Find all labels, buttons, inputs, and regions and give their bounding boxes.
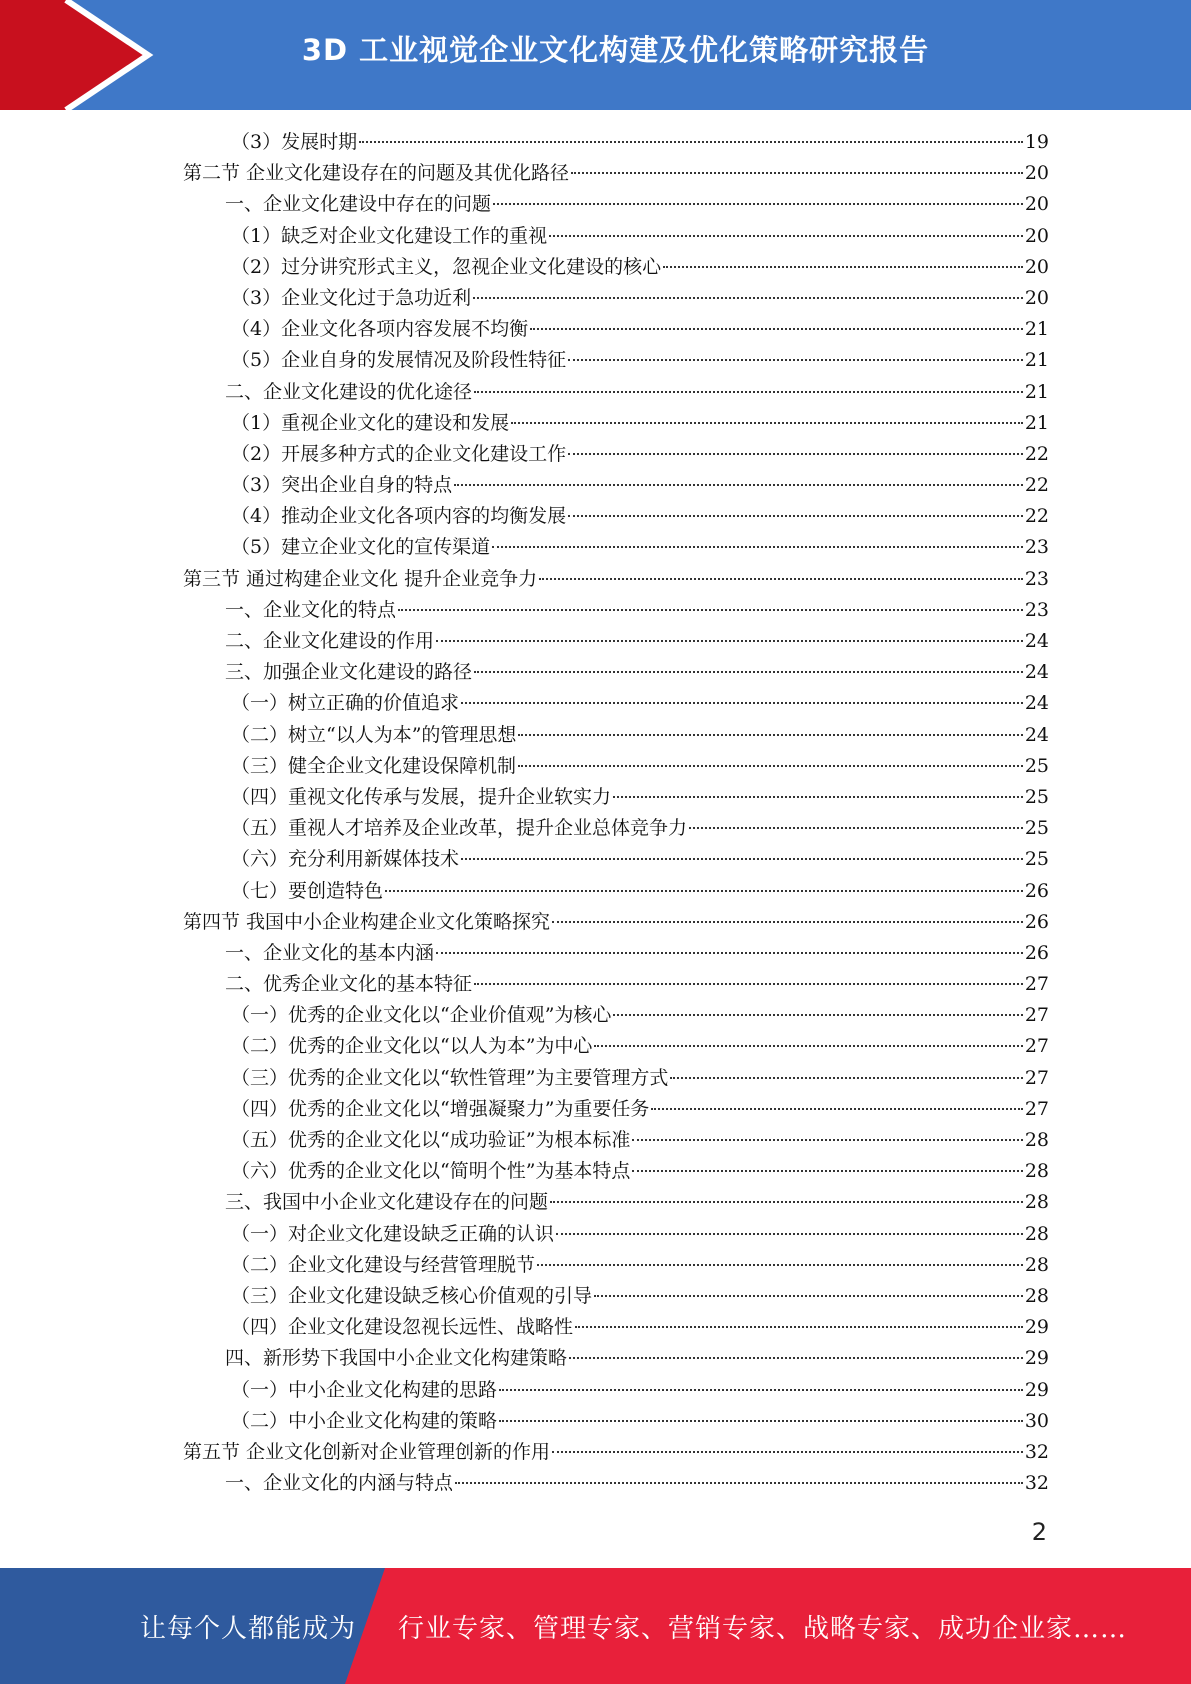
toc-dot-leader bbox=[568, 515, 1023, 517]
toc-entry-title: （2）开展多种方式的企业文化建设工作 bbox=[231, 442, 567, 465]
toc-entry[interactable] bbox=[183, 1094, 1049, 1125]
toc-entry-page: 20 bbox=[1024, 224, 1049, 247]
toc-entry-title: 二、优秀企业文化的基本特征 bbox=[225, 973, 473, 996]
toc-entry-page: 23 bbox=[1024, 598, 1049, 621]
toc-dot-leader bbox=[689, 827, 1023, 829]
toc-entry-title: （六）优秀的企业文化以“简明个性”为基本特点 bbox=[231, 1160, 631, 1183]
toc-entry-title: （3）发展时期 bbox=[231, 131, 358, 153]
toc-entry-page: 28 bbox=[1024, 1284, 1049, 1307]
toc-dot-leader bbox=[539, 578, 1023, 580]
toc-entry-page: 27 bbox=[1024, 973, 1049, 996]
toc-dot-leader bbox=[493, 203, 1023, 205]
toc-entry-title: （2）过分讲究形式主义，忽视企业文化建设的核心 bbox=[231, 255, 662, 278]
toc-dot-leader bbox=[556, 1233, 1023, 1235]
toc-dot-leader bbox=[568, 453, 1023, 455]
toc-entry-title: （四）优秀的企业文化以“增强凝聚力”为重要任务 bbox=[231, 1097, 650, 1120]
toc-entry-title: （五）重视人才培养及企业改革，提升企业总体竞争力 bbox=[231, 817, 688, 840]
document-title: 3D 工业视觉企业文化构建及优化策略研究报告 bbox=[301, 33, 930, 67]
toc-entry-title: （4）企业文化各项内容发展不均衡 bbox=[231, 318, 529, 341]
toc-entry[interactable] bbox=[183, 907, 1049, 938]
toc-entry-page: 23 bbox=[1024, 536, 1049, 559]
toc-entry[interactable] bbox=[183, 127, 1049, 158]
toc-dot-leader bbox=[651, 1108, 1022, 1110]
toc-entry-page: 20 bbox=[1024, 193, 1049, 216]
toc-entry-page: 25 bbox=[1024, 817, 1049, 840]
toc-entry-page: 22 bbox=[1024, 474, 1049, 497]
toc-entry-page: 29 bbox=[1024, 1316, 1049, 1339]
toc-entry-title: （三）健全企业文化建设保障机制 bbox=[231, 754, 517, 777]
toc-entry[interactable] bbox=[183, 688, 1049, 719]
toc-entry[interactable] bbox=[183, 1031, 1049, 1062]
toc-entry-title: 三、我国中小企业文化建设存在的问题 bbox=[225, 1191, 549, 1214]
toc-entry-title: （二）企业文化建设与经营管理脱节 bbox=[231, 1253, 536, 1276]
toc-entry-title: （5）企业自身的发展情况及阶段性特征 bbox=[231, 349, 567, 372]
toc-entry-title: （3）企业文化过于急功近利 bbox=[231, 286, 472, 309]
toc-entry-page: 23 bbox=[1024, 567, 1049, 590]
toc-dot-leader bbox=[492, 546, 1023, 548]
toc-entry-page: 26 bbox=[1024, 910, 1049, 933]
toc-entry-page: 24 bbox=[1024, 692, 1049, 715]
toc-entry-page: 28 bbox=[1024, 1253, 1049, 1276]
toc-entry[interactable] bbox=[183, 844, 1049, 875]
toc-entry-page: 28 bbox=[1024, 1222, 1049, 1245]
toc-entry-page: 30 bbox=[1024, 1409, 1049, 1432]
toc-dot-leader bbox=[613, 796, 1023, 798]
page-footer bbox=[0, 1568, 1191, 1684]
toc-dot-leader bbox=[518, 734, 1022, 736]
toc-dot-leader bbox=[663, 266, 1023, 268]
toc-dot-leader bbox=[398, 609, 1023, 611]
toc-entry-page: 28 bbox=[1024, 1129, 1049, 1151]
toc-entry-title: （三）优秀的企业文化以“软性管理”为主要管理方式 bbox=[231, 1066, 669, 1089]
toc-entry[interactable] bbox=[183, 720, 1049, 751]
toc-entry[interactable] bbox=[183, 813, 1049, 844]
toc-entry-title: （一）对企业文化建设缺乏正确的认识 bbox=[231, 1222, 555, 1245]
toc-entry[interactable] bbox=[183, 283, 1049, 314]
page-header bbox=[0, 0, 1191, 110]
toc-entry-title: （二）树立“以人为本”的管理思想 bbox=[231, 723, 517, 746]
toc-entry[interactable] bbox=[183, 876, 1049, 907]
toc-entry[interactable] bbox=[183, 221, 1049, 252]
footer-slogan-right: 行业专家、管理专家、营销专家、战略专家、成功企业家…… bbox=[398, 1614, 1128, 1644]
toc-dot-leader bbox=[473, 297, 1023, 299]
toc-entry-page: 32 bbox=[1024, 1440, 1049, 1463]
toc-entry-page: 27 bbox=[1024, 1035, 1049, 1058]
toc-dot-leader bbox=[474, 671, 1023, 673]
toc-dot-leader bbox=[461, 702, 1023, 704]
toc-entry-page: 25 bbox=[1024, 785, 1049, 808]
toc-entry-title: 第五节 企业文化创新对企业管理创新的作用 bbox=[183, 1440, 551, 1463]
toc-entry-page: 21 bbox=[1024, 349, 1049, 372]
toc-entry-title: 三、加强企业文化建设的路径 bbox=[225, 661, 473, 684]
toc-dot-leader bbox=[461, 858, 1023, 860]
toc-entry[interactable] bbox=[183, 1281, 1049, 1312]
toc-entry-page: 27 bbox=[1024, 1004, 1049, 1027]
toc-entry-page: 27 bbox=[1024, 1066, 1049, 1089]
toc-dot-leader bbox=[385, 890, 1023, 892]
toc-dot-leader bbox=[670, 1077, 1022, 1079]
toc-entry-page: 21 bbox=[1024, 380, 1049, 403]
toc-entry-title: （一）树立正确的价值追求 bbox=[231, 692, 460, 715]
toc-entry-title: 一、企业文化的基本内涵 bbox=[225, 941, 435, 964]
toc-entry-page: 26 bbox=[1024, 941, 1049, 964]
toc-entry[interactable] bbox=[183, 969, 1049, 1000]
toc-entry[interactable] bbox=[183, 158, 1049, 189]
toc-entry-title: （四）企业文化建设忽视长远性、战略性 bbox=[231, 1316, 574, 1339]
toc-entry-title: 第三节 通过构建企业文化 提升企业竞争力 bbox=[183, 567, 538, 590]
toc-dot-leader bbox=[455, 1482, 1023, 1484]
toc-dot-leader bbox=[436, 640, 1023, 642]
toc-entry[interactable] bbox=[183, 189, 1049, 220]
toc-entry-title: 一、企业文化的特点 bbox=[225, 598, 397, 621]
toc-entry-page: 24 bbox=[1024, 661, 1049, 684]
toc-entry[interactable] bbox=[183, 345, 1049, 376]
toc-entry-title: （六）充分利用新媒体技术 bbox=[231, 848, 460, 871]
toc-entry-title: （二）优秀的企业文化以“以人为本”为中心 bbox=[231, 1035, 593, 1058]
toc-entry-page: 28 bbox=[1024, 1160, 1049, 1183]
toc-entry-page: 21 bbox=[1024, 411, 1049, 434]
toc-entry-page: 26 bbox=[1024, 879, 1049, 902]
toc-dot-leader bbox=[613, 1014, 1022, 1016]
toc-entry-page: 20 bbox=[1024, 286, 1049, 309]
toc-entry[interactable] bbox=[183, 1375, 1049, 1406]
toc-entry[interactable] bbox=[183, 1187, 1049, 1218]
toc-entry[interactable] bbox=[183, 532, 1049, 563]
toc-entry-title: 一、企业文化的内涵与特点 bbox=[225, 1472, 454, 1495]
toc-entry[interactable] bbox=[183, 595, 1049, 626]
toc-entry-page: 25 bbox=[1024, 848, 1049, 871]
toc-dot-leader bbox=[552, 1451, 1023, 1453]
toc-entry-title: 四、新形势下我国中小企业文化构建策略 bbox=[225, 1347, 568, 1370]
toc-dot-leader bbox=[632, 1170, 1022, 1172]
toc-entry[interactable] bbox=[183, 1343, 1049, 1374]
toc-entry[interactable] bbox=[183, 1437, 1049, 1468]
toc-entry[interactable] bbox=[183, 377, 1049, 408]
toc-entry-title: 二、企业文化建设的优化途径 bbox=[225, 380, 473, 403]
toc-dot-leader bbox=[474, 391, 1023, 393]
toc-dot-leader bbox=[359, 141, 1023, 143]
toc-entry-page: 21 bbox=[1024, 318, 1049, 341]
toc-entry[interactable] bbox=[183, 501, 1049, 532]
toc-entry-page: 29 bbox=[1024, 1347, 1049, 1370]
table-of-contents bbox=[183, 127, 1049, 1499]
toc-dot-leader bbox=[550, 1201, 1023, 1203]
toc-entry-page: 32 bbox=[1024, 1472, 1049, 1495]
toc-dot-leader bbox=[568, 359, 1023, 361]
toc-dot-leader bbox=[549, 235, 1023, 237]
toc-entry[interactable] bbox=[183, 314, 1049, 345]
toc-entry-title: （四）重视文化传承与发展，提升企业软实力 bbox=[231, 785, 612, 808]
toc-dot-leader bbox=[537, 1264, 1023, 1266]
toc-entry-page: 27 bbox=[1024, 1097, 1049, 1120]
toc-entry-page: 28 bbox=[1024, 1191, 1049, 1214]
page-number: 2 bbox=[1031, 1518, 1047, 1546]
toc-entry[interactable] bbox=[183, 1000, 1049, 1031]
toc-entry-title: （5）建立企业文化的宣传渠道 bbox=[231, 536, 491, 559]
toc-entry-title: （1）缺乏对企业文化建设工作的重视 bbox=[231, 224, 548, 247]
toc-entry-page: 25 bbox=[1024, 754, 1049, 777]
footer-slogan-left: 让每个人都能成为 bbox=[140, 1614, 357, 1644]
toc-entry-title: （二）中小企业文化构建的策略 bbox=[231, 1409, 498, 1432]
toc-entry-title: （1）重视企业文化的建设和发展 bbox=[231, 411, 510, 434]
toc-entry[interactable] bbox=[183, 1125, 1049, 1156]
toc-entry-title: （七）要创造特色 bbox=[231, 879, 384, 902]
toc-dot-leader bbox=[569, 1357, 1023, 1359]
toc-entry[interactable] bbox=[183, 1468, 1049, 1499]
toc-entry[interactable] bbox=[183, 1406, 1049, 1437]
toc-dot-leader bbox=[499, 1420, 1023, 1422]
toc-entry-page: 24 bbox=[1024, 723, 1049, 746]
toc-entry-title: （一）中小企业文化构建的思路 bbox=[231, 1378, 498, 1401]
toc-entry-page: 24 bbox=[1024, 630, 1049, 652]
toc-entry-page: 20 bbox=[1024, 255, 1049, 278]
toc-entry[interactable] bbox=[183, 1312, 1049, 1343]
toc-dot-leader bbox=[594, 1295, 1023, 1297]
toc-entry[interactable] bbox=[183, 1219, 1049, 1250]
toc-entry-page: 19 bbox=[1024, 131, 1049, 153]
toc-entry[interactable] bbox=[183, 657, 1049, 688]
toc-entry-title: 二、企业文化建设的作用 bbox=[225, 630, 435, 652]
toc-entry[interactable] bbox=[183, 1250, 1049, 1281]
toc-entry-title: 第二节 企业文化建设存在的问题及其优化路径 bbox=[183, 162, 570, 185]
toc-entry-page: 22 bbox=[1024, 505, 1049, 528]
toc-dot-leader bbox=[454, 484, 1023, 486]
toc-dot-leader bbox=[552, 921, 1023, 923]
toc-dot-leader bbox=[499, 1389, 1023, 1391]
toc-entry[interactable] bbox=[183, 252, 1049, 283]
toc-dot-leader bbox=[594, 1045, 1022, 1047]
toc-entry-title: 第四节 我国中小企业构建企业文化策略探究 bbox=[183, 910, 551, 933]
toc-entry[interactable] bbox=[183, 439, 1049, 470]
toc-entry-title: （3）突出企业自身的特点 bbox=[231, 474, 453, 497]
toc-entry[interactable] bbox=[183, 1156, 1049, 1187]
toc-entry[interactable] bbox=[183, 564, 1049, 595]
toc-entry[interactable] bbox=[183, 408, 1049, 439]
toc-entry[interactable] bbox=[183, 470, 1049, 501]
toc-entry-page: 20 bbox=[1024, 162, 1049, 185]
toc-entry-page: 29 bbox=[1024, 1378, 1049, 1401]
toc-dot-leader bbox=[530, 328, 1023, 330]
toc-entry-title: （4）推动企业文化各项内容的均衡发展 bbox=[231, 505, 567, 528]
toc-dot-leader bbox=[474, 983, 1023, 985]
toc-entry-title: 一、企业文化建设中存在的问题 bbox=[225, 193, 492, 216]
toc-entry[interactable] bbox=[183, 938, 1049, 969]
toc-dot-leader bbox=[436, 952, 1023, 954]
toc-dot-leader bbox=[571, 172, 1023, 174]
toc-dot-leader bbox=[511, 422, 1023, 424]
toc-entry[interactable] bbox=[183, 751, 1049, 782]
toc-dot-leader bbox=[518, 765, 1023, 767]
toc-entry-title: （三）企业文化建设缺乏核心价值观的引导 bbox=[231, 1284, 593, 1307]
toc-entry[interactable] bbox=[183, 1063, 1049, 1094]
toc-dot-leader bbox=[575, 1326, 1023, 1328]
toc-entry[interactable] bbox=[183, 782, 1049, 813]
toc-entry-title: （一）优秀的企业文化以“企业价值观”为核心 bbox=[231, 1004, 612, 1027]
toc-entry[interactable] bbox=[183, 626, 1049, 657]
toc-dot-leader bbox=[632, 1139, 1022, 1141]
toc-entry-title: （五）优秀的企业文化以“成功验证”为根本标准 bbox=[231, 1129, 631, 1151]
toc-entry-page: 22 bbox=[1024, 442, 1049, 465]
